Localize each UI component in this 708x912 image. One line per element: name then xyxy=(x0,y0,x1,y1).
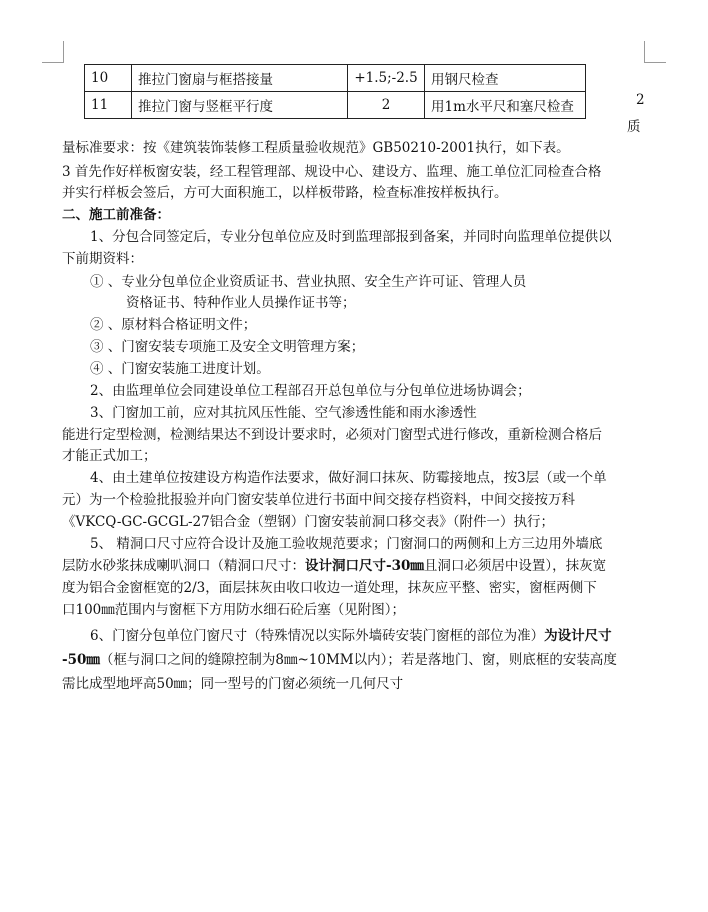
text-span: 层防水砂浆抹成喇叭洞口（精洞口尺寸： xyxy=(62,558,305,574)
paragraph-line: 才能正式加工； xyxy=(62,448,157,464)
list-item: ① 、专业分包单位企业资质证书、营业执照、安全生产许可证、管理人员 xyxy=(90,274,527,290)
corner-mark-top-left xyxy=(63,41,64,63)
bold-text: -50㎜ xyxy=(62,652,100,668)
list-item: ③ 、门窗安装专项施工及安全文明管理方案； xyxy=(90,339,365,355)
paragraph-line: 口100㎜范围内与窗框下方用防水细石砼后塞（见附图）； xyxy=(62,602,406,618)
paragraph-line: 并实行样板会签后，方可大面积施工，以样板带路，检查标准按样板执行。 xyxy=(62,185,508,201)
table-cell-method: 用1m水平尺和塞尺检查 xyxy=(425,92,586,119)
corner-mark-top-right xyxy=(644,62,666,63)
paragraph-line: 《VKCQ-GC-GCGL-27铝合金（塑钢）门窗安装前洞口移交表》（附件一）执行； xyxy=(62,514,554,530)
list-item: ② 、原材料合格证明文件； xyxy=(90,317,257,333)
paragraph-line xyxy=(90,626,612,646)
table-row xyxy=(85,92,586,119)
section-heading: 二、施工前准备： xyxy=(62,207,170,223)
paragraph-line: 1、分包合同签定后，专业分包单位应及时到监理部报到备案，并同时向监理单位提供以 xyxy=(90,229,612,245)
text-span: 6、门窗分包单位门窗尺寸（特殊情况以实际外墙砖安装门窗框的部位为准） xyxy=(90,628,545,644)
paragraph-line: 能进行定型检测，检测结果达不到设计要求时，必须对门窗型式进行修改，重新检测合格后 xyxy=(62,427,602,443)
bold-text: 设计洞口尺寸-30㎜ xyxy=(305,558,424,574)
table-cell-item: 推拉门窗与竖框平行度 xyxy=(132,92,348,119)
table-cell-value: 2 xyxy=(348,92,425,119)
paragraph-line: 3 首先作好样板窗安装，经工程管理部、规设中心、建设方、监理、施工单位汇同检查合格 xyxy=(62,164,602,180)
inspection-table xyxy=(84,64,586,119)
side-fragment-number: 2 xyxy=(636,92,645,108)
paragraph-line: 元）为一个检验批报验并向门窗安装单位进行书面中间交接存档资料，中间交接按万科 xyxy=(62,492,575,508)
paragraph-line xyxy=(62,650,617,670)
paragraph-line: 下前期资料： xyxy=(62,251,143,267)
text-span: 且洞口必须居中设置），抹灰宽 xyxy=(423,558,607,574)
paragraph-line xyxy=(62,556,606,576)
bold-text: 为设计尺寸 xyxy=(544,628,612,644)
table-cell-item: 推拉门窗扇与框搭接量 xyxy=(132,65,348,92)
table-cell-method: 用钢尺检查 xyxy=(425,65,586,92)
list-item: ④ 、门窗安装施工进度计划。 xyxy=(90,361,270,377)
paragraph-line: 3、门窗加工前，应对其抗风压性能、空气渗透性能和雨水渗透性 xyxy=(90,405,477,421)
table-cell-value: +1.5;-2.5 xyxy=(348,65,425,92)
paragraph-line: 需比成型地坪高50㎜；同一型号的门窗必须统一几何尺寸 xyxy=(62,676,404,692)
table-row xyxy=(85,65,586,92)
side-fragment-char: 质 xyxy=(627,119,641,135)
paragraph-line: 4、由土建单位按建设方构造作法要求，做好洞口抹灰、防霉接地点，按3层（或一个单 xyxy=(90,470,607,486)
corner-mark-top-left xyxy=(42,62,64,63)
table-cell-no: 11 xyxy=(85,92,132,119)
corner-mark-top-right xyxy=(644,41,645,63)
paragraph-line: 度为铝合金窗框宽的2/3，面层抹灰由收口收边一道处理，抹灰应平整、密实，窗框两侧下 xyxy=(62,580,597,596)
text-span: （框与洞口之间的缝隙控制为8㎜~10MM以内）；若是落地门、窗，则底框的安装高度 xyxy=(99,652,617,668)
paragraph-line: 5、 精洞口尺寸应符合设计及施工验收规范要求；门窗洞口的两侧和上方三边用外墙底 xyxy=(90,536,603,552)
list-item-continuation: 资格证书、特种作业人员操作证书等； xyxy=(126,295,356,311)
table-cell-no: 10 xyxy=(85,65,132,92)
paragraph-line: 量标准要求：按《建筑装饰装修工程质量验收规范》GB50210-2001执行，如下表。 xyxy=(62,140,570,156)
paragraph-line: 2、由监理单位会同建设单位工程部召开总包单位与分包单位进场协调会； xyxy=(90,383,531,399)
